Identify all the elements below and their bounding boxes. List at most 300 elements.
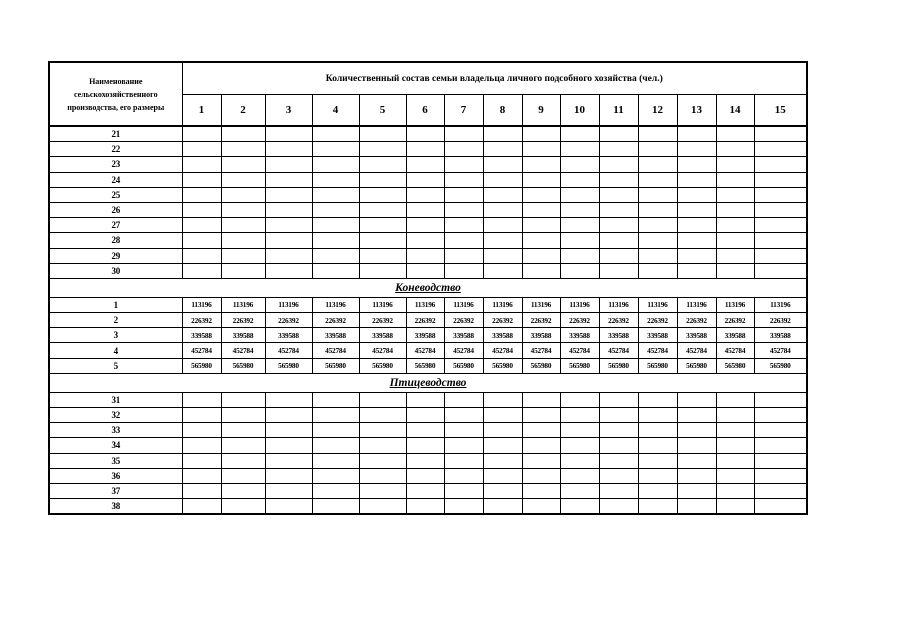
- row-label: 30: [49, 263, 182, 278]
- table-cell: 339588: [265, 328, 312, 343]
- table-cell: [483, 202, 522, 217]
- table-cell: [359, 468, 406, 483]
- table-cell: [754, 233, 807, 248]
- table-cell: [522, 423, 560, 438]
- table-cell: [221, 248, 265, 263]
- table-cell: 113196: [265, 297, 312, 312]
- table-cell: 452784: [221, 343, 265, 358]
- table-cell: [312, 142, 359, 157]
- table-cell: 452784: [359, 343, 406, 358]
- table-cell: [359, 202, 406, 217]
- table-cell: [406, 126, 444, 142]
- table-cell: [483, 453, 522, 468]
- table-cell: [754, 218, 807, 233]
- table-cell: [182, 423, 221, 438]
- table-cell: 226392: [560, 313, 599, 328]
- table-cell: 339588: [406, 328, 444, 343]
- table-cell: [265, 263, 312, 278]
- table-cell: [444, 233, 483, 248]
- table-cell: 226392: [182, 313, 221, 328]
- table-cell: [754, 172, 807, 187]
- table-cell: 339588: [716, 328, 754, 343]
- column-number: 13: [677, 95, 716, 127]
- section-title: Коневодство: [49, 278, 807, 297]
- table-cell: 339588: [599, 328, 638, 343]
- section-title: Птицеводство: [49, 373, 807, 392]
- table-cell: [560, 218, 599, 233]
- section-row: [49, 373, 807, 392]
- table-cell: [599, 438, 638, 453]
- table-cell: [638, 142, 677, 157]
- table-cell: [754, 248, 807, 263]
- table-cell: [406, 142, 444, 157]
- table-cell: [522, 483, 560, 498]
- table-cell: [560, 142, 599, 157]
- table-cell: [560, 408, 599, 423]
- table-cell: [677, 157, 716, 172]
- row-label: 37: [49, 483, 182, 498]
- table-cell: [483, 233, 522, 248]
- table-cell: [638, 126, 677, 142]
- table-cell: 339588: [522, 328, 560, 343]
- table-cell: [182, 157, 221, 172]
- table-cell: 565980: [522, 358, 560, 373]
- table-cell: [754, 202, 807, 217]
- table-cell: [182, 187, 221, 202]
- table-cell: [312, 263, 359, 278]
- table-cell: [265, 483, 312, 498]
- table-cell: [483, 483, 522, 498]
- table-row: [49, 172, 807, 187]
- table-cell: [638, 499, 677, 515]
- table-cell: [265, 392, 312, 407]
- table-cell: [754, 187, 807, 202]
- table-cell: [677, 438, 716, 453]
- table-cell: [716, 468, 754, 483]
- table-cell: [406, 468, 444, 483]
- table-cell: [182, 483, 221, 498]
- table-cell: [406, 423, 444, 438]
- table-cell: 113196: [182, 297, 221, 312]
- table-cell: [406, 187, 444, 202]
- table-cell: [522, 126, 560, 142]
- table-cell: [444, 392, 483, 407]
- table-cell: 452784: [483, 343, 522, 358]
- table-cell: 339588: [359, 328, 406, 343]
- table-cell: [182, 499, 221, 515]
- table-cell: [560, 483, 599, 498]
- table-cell: [677, 142, 716, 157]
- table-body: [49, 126, 807, 514]
- table-cell: [221, 126, 265, 142]
- table-cell: [638, 157, 677, 172]
- table-cell: [638, 202, 677, 217]
- table-cell: 113196: [677, 297, 716, 312]
- table-row: [49, 187, 807, 202]
- table-cell: [312, 233, 359, 248]
- table-cell: [312, 218, 359, 233]
- table-cell: [522, 438, 560, 453]
- table-cell: 226392: [716, 313, 754, 328]
- table-cell: [677, 172, 716, 187]
- table-cell: [483, 172, 522, 187]
- table-cell: [716, 157, 754, 172]
- table-cell: [522, 468, 560, 483]
- row-label: 2: [49, 313, 182, 328]
- table-cell: [312, 483, 359, 498]
- table-cell: [483, 423, 522, 438]
- table-cell: [312, 408, 359, 423]
- table-cell: 339588: [444, 328, 483, 343]
- table-cell: 226392: [483, 313, 522, 328]
- table-cell: [265, 172, 312, 187]
- table-cell: [221, 172, 265, 187]
- table-cell: [483, 142, 522, 157]
- table-cell: [716, 187, 754, 202]
- table-cell: [265, 438, 312, 453]
- column-number: 10: [560, 95, 599, 127]
- table-cell: [716, 218, 754, 233]
- table-cell: [483, 126, 522, 142]
- row-label: 38: [49, 499, 182, 515]
- table-cell: [560, 172, 599, 187]
- table-cell: [483, 499, 522, 515]
- table-cell: [221, 157, 265, 172]
- table-cell: [444, 248, 483, 263]
- table-cell: [221, 202, 265, 217]
- table-cell: 339588: [560, 328, 599, 343]
- table-cell: [359, 438, 406, 453]
- table-cell: [483, 157, 522, 172]
- table-cell: [560, 499, 599, 515]
- table-cell: [444, 202, 483, 217]
- table-cell: 452784: [599, 343, 638, 358]
- table-cell: [716, 453, 754, 468]
- table-cell: 226392: [522, 313, 560, 328]
- table-cell: [522, 202, 560, 217]
- table-cell: [406, 172, 444, 187]
- table-cell: 226392: [359, 313, 406, 328]
- table-cell: [312, 248, 359, 263]
- table-cell: [444, 408, 483, 423]
- table-cell: [522, 187, 560, 202]
- table-cell: [560, 157, 599, 172]
- table-cell: [221, 142, 265, 157]
- table-cell: [677, 499, 716, 515]
- table-cell: [754, 157, 807, 172]
- table-cell: [182, 233, 221, 248]
- table-cell: [265, 126, 312, 142]
- row-label: 1: [49, 297, 182, 312]
- table-cell: [599, 483, 638, 498]
- table-cell: [406, 202, 444, 217]
- table-cell: 452784: [560, 343, 599, 358]
- table-row: [49, 453, 807, 468]
- table-cell: 565980: [359, 358, 406, 373]
- table-cell: [638, 453, 677, 468]
- table-cell: 565980: [444, 358, 483, 373]
- table-cell: [638, 392, 677, 407]
- table-row: [49, 263, 807, 278]
- table-cell: [265, 233, 312, 248]
- column-number: 9: [522, 95, 560, 127]
- table-row: [49, 218, 807, 233]
- table-cell: [560, 438, 599, 453]
- table-cell: [716, 483, 754, 498]
- table-cell: [522, 408, 560, 423]
- table-cell: [406, 483, 444, 498]
- column-number: 7: [444, 95, 483, 127]
- table-cell: [560, 202, 599, 217]
- table-cell: [221, 187, 265, 202]
- table-cell: [221, 218, 265, 233]
- table-cell: [560, 233, 599, 248]
- row-label: 36: [49, 468, 182, 483]
- table-cell: [716, 392, 754, 407]
- table-cell: [444, 187, 483, 202]
- table-cell: [444, 438, 483, 453]
- table-cell: [444, 126, 483, 142]
- table-cell: [522, 157, 560, 172]
- table-cell: [716, 408, 754, 423]
- row-label: 5: [49, 358, 182, 373]
- table-cell: [444, 499, 483, 515]
- table-row: [49, 313, 807, 328]
- table-cell: 113196: [599, 297, 638, 312]
- table-cell: 113196: [522, 297, 560, 312]
- table-cell: [599, 126, 638, 142]
- table-cell: [716, 263, 754, 278]
- table-cell: [182, 218, 221, 233]
- column-number: 1: [182, 95, 221, 127]
- table-cell: [312, 157, 359, 172]
- table-cell: [359, 157, 406, 172]
- column-number: 8: [483, 95, 522, 127]
- table-cell: [638, 438, 677, 453]
- table-cell: [483, 187, 522, 202]
- row-label: 27: [49, 218, 182, 233]
- table-cell: 113196: [638, 297, 677, 312]
- table-cell: [444, 218, 483, 233]
- table-cell: [182, 453, 221, 468]
- table-cell: [359, 187, 406, 202]
- table-row: [49, 358, 807, 373]
- table-row: [49, 392, 807, 407]
- table-cell: 339588: [182, 328, 221, 343]
- table-cell: [522, 453, 560, 468]
- table-cell: 452784: [182, 343, 221, 358]
- table-cell: [638, 218, 677, 233]
- table-cell: [359, 263, 406, 278]
- table-cell: 565980: [716, 358, 754, 373]
- table-row: [49, 438, 807, 453]
- table-row: [49, 142, 807, 157]
- table-cell: 113196: [444, 297, 483, 312]
- table-row: [49, 423, 807, 438]
- table-cell: 565980: [312, 358, 359, 373]
- row-label: 35: [49, 453, 182, 468]
- table-cell: [359, 423, 406, 438]
- table-cell: [483, 248, 522, 263]
- table-cell: [716, 438, 754, 453]
- table-cell: [483, 468, 522, 483]
- table-cell: [265, 142, 312, 157]
- table-cell: 339588: [221, 328, 265, 343]
- table-cell: [599, 392, 638, 407]
- table-cell: [754, 408, 807, 423]
- table-cell: 452784: [406, 343, 444, 358]
- table-cell: [406, 263, 444, 278]
- table-cell: [754, 423, 807, 438]
- table-cell: [560, 187, 599, 202]
- table-cell: [483, 392, 522, 407]
- table-cell: 113196: [483, 297, 522, 312]
- table-cell: [677, 233, 716, 248]
- table-cell: 226392: [265, 313, 312, 328]
- table-cell: [359, 408, 406, 423]
- table-cell: 565980: [677, 358, 716, 373]
- table-cell: [716, 248, 754, 263]
- table-row: [49, 343, 807, 358]
- table-cell: [599, 202, 638, 217]
- table-cell: [182, 172, 221, 187]
- row-label: 34: [49, 438, 182, 453]
- table-cell: [522, 172, 560, 187]
- section-row: [49, 278, 807, 297]
- table-row: [49, 499, 807, 515]
- table-cell: 452784: [522, 343, 560, 358]
- table-cell: 339588: [754, 328, 807, 343]
- table-cell: [406, 218, 444, 233]
- table-cell: [522, 263, 560, 278]
- table-cell: [677, 126, 716, 142]
- table-cell: [677, 392, 716, 407]
- table-cell: [221, 468, 265, 483]
- table-cell: [359, 453, 406, 468]
- table-cell: 113196: [221, 297, 265, 312]
- table-cell: [522, 142, 560, 157]
- table-cell: [638, 172, 677, 187]
- column-header-name: Наименование сельскохозяйственного производства, его размеры: [49, 62, 182, 126]
- table-cell: [406, 438, 444, 453]
- table-row: [49, 468, 807, 483]
- table-cell: 226392: [221, 313, 265, 328]
- table-cell: 226392: [312, 313, 359, 328]
- table-cell: [182, 248, 221, 263]
- column-number: 11: [599, 95, 638, 127]
- table-cell: [560, 263, 599, 278]
- table-cell: [677, 483, 716, 498]
- table-cell: [265, 499, 312, 515]
- table-cell: [265, 408, 312, 423]
- table-cell: [406, 408, 444, 423]
- table-cell: [754, 483, 807, 498]
- table-cell: [560, 453, 599, 468]
- table-cell: [406, 499, 444, 515]
- table-cell: [754, 499, 807, 515]
- row-label: 25: [49, 187, 182, 202]
- table-cell: [599, 468, 638, 483]
- table-cell: [522, 248, 560, 263]
- table-cell: [312, 187, 359, 202]
- table-cell: [754, 126, 807, 142]
- table-row: [49, 408, 807, 423]
- row-label: 22: [49, 142, 182, 157]
- table-cell: 452784: [716, 343, 754, 358]
- table-cell: [444, 453, 483, 468]
- table-cell: [599, 157, 638, 172]
- table-row: [49, 297, 807, 312]
- table-cell: [312, 468, 359, 483]
- table-cell: [599, 172, 638, 187]
- table-cell: 113196: [716, 297, 754, 312]
- row-label: 31: [49, 392, 182, 407]
- table-cell: 452784: [265, 343, 312, 358]
- table-cell: [677, 218, 716, 233]
- table-cell: [522, 392, 560, 407]
- table-cell: [265, 218, 312, 233]
- table-cell: 226392: [444, 313, 483, 328]
- table-cell: [359, 499, 406, 515]
- table-cell: [754, 468, 807, 483]
- table-cell: [221, 423, 265, 438]
- table-cell: [221, 453, 265, 468]
- table-cell: [599, 499, 638, 515]
- table-cell: [265, 468, 312, 483]
- table-cell: 565980: [483, 358, 522, 373]
- table-cell: 113196: [754, 297, 807, 312]
- row-label: 24: [49, 172, 182, 187]
- table-cell: [312, 423, 359, 438]
- table-cell: [182, 142, 221, 157]
- column-number: 2: [221, 95, 265, 127]
- table-cell: [716, 423, 754, 438]
- table-cell: [599, 248, 638, 263]
- table-cell: [359, 126, 406, 142]
- table-cell: [182, 468, 221, 483]
- table-cell: [312, 499, 359, 515]
- table-cell: [638, 187, 677, 202]
- table-cell: [638, 468, 677, 483]
- table-cell: 565980: [560, 358, 599, 373]
- table-cell: [638, 408, 677, 423]
- table-cell: [716, 172, 754, 187]
- table-cell: [406, 233, 444, 248]
- table-cell: [677, 187, 716, 202]
- table-cell: [599, 218, 638, 233]
- table-cell: [599, 187, 638, 202]
- table-row: [49, 202, 807, 217]
- table-cell: [312, 438, 359, 453]
- table-cell: [599, 263, 638, 278]
- table-cell: [444, 142, 483, 157]
- table-cell: [265, 202, 312, 217]
- table-cell: [754, 438, 807, 453]
- table-cell: [312, 392, 359, 407]
- table-cell: [560, 423, 599, 438]
- table-cell: [221, 408, 265, 423]
- table-cell: [444, 423, 483, 438]
- table-cell: 226392: [754, 313, 807, 328]
- row-label: 21: [49, 126, 182, 142]
- table-cell: [638, 423, 677, 438]
- table-cell: [677, 263, 716, 278]
- table-cell: [638, 483, 677, 498]
- column-number: 15: [754, 95, 807, 127]
- table-cell: [444, 157, 483, 172]
- table-cell: [221, 392, 265, 407]
- table-cell: [221, 499, 265, 515]
